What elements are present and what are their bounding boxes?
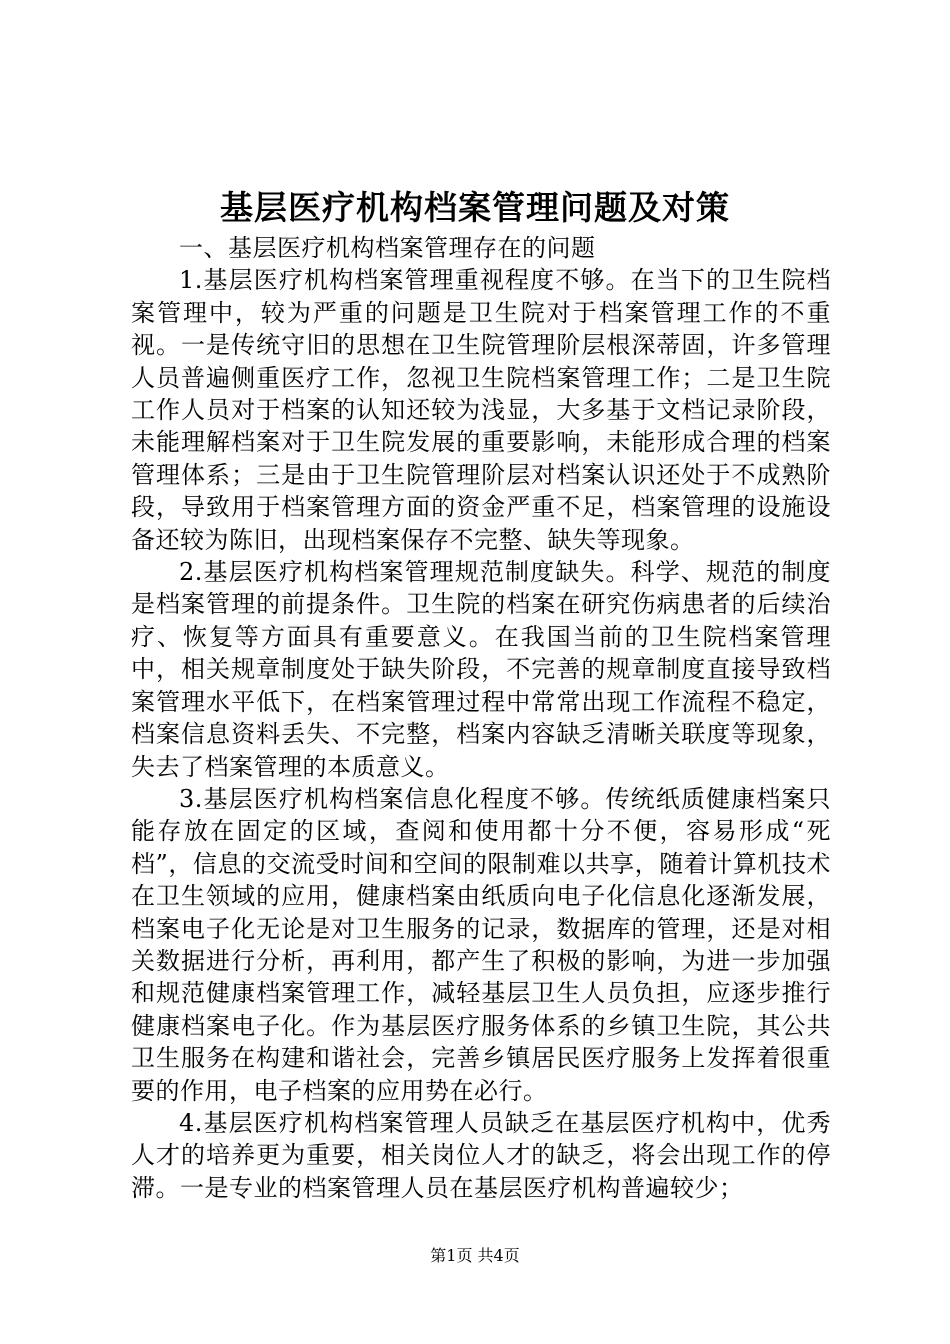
paragraph-1: 1.基层医疗机构档案管理重视程度不够。在当下的卫生院档案管理中，较为严重的问题是卫生院对于档案管理工作的不重视。一是传统守旧的思想在卫生院管理阶层根深蒂固，许多管理人员普遍侧重医疗工作，忽视卫生院档案管理工作；二是卫生院工作人员对于档案的认知还较为浅显，大多基于文档记录阶段，未能理解档案对于卫生院发展的重要影响，未能形成合理的档案管理体系；三是由于卫生院管理阶层对档案认识还处于不成熟阶段，导致用于档案管理方面的资金严重不足，档案管理的设施设备还较为陈旧，出现档案保存不完整、缺失等现象。: [131, 266, 831, 554]
document-body: [131, 232, 831, 1204]
page-footer: 第1页 共4页: [430, 1246, 520, 1265]
section-heading: 一、基层医疗机构档案管理存在的问题: [179, 234, 596, 262]
paragraph-3: 3.基层医疗机构档案信息化程度不够。传统纸质健康档案只能存放在固定的区域，查阅和使用都十分不便，容易形成“死档”，信息的交流受时间和空间的限制难以共享，随着计算机技术在卫生领域的应用，健康档案由纸质向电子化信息化逐渐发展，档案电子化无论是对卫生服务的记录，数据库的管理，还是对相关数据进行分析，再利用，都产生了积极的影响，为进一步加强和规范健康档案管理工作，减轻基层卫生人员负担，应逐步推行健康档案电子化。作为基层医疗服务体系的乡镇卫生院，其公共卫生服务在构建和谐社会，完善乡镇居民医疗服务上发挥着很重要的作用，电子档案的应用势在必行。: [131, 784, 831, 1105]
paragraph-4: 4.基层医疗机构档案管理人员缺乏在基层医疗机构中，优秀人才的培养更为重要，相关岗位人才的缺乏，将会出现工作的停滞。一是专业的档案管理人员在基层医疗机构普遍较少；: [131, 1108, 831, 1202]
paragraph-2: 2.基层医疗机构档案管理规范制度缺失。科学、规范的制度是档案管理的前提条件。卫生院的档案在研究伤病患者的后续治疗、恢复等方面具有重要意义。在我国当前的卫生院档案管理中，相关规章制度处于缺失阶段，不完善的规章制度直接导致档案管理水平低下，在档案管理过程中常常出现工作流程不稳定，档案信息资料丢失、不完整，档案内容缺乏清晰关联度等现象，失去了档案管理的本质意义。: [131, 558, 831, 781]
document-title: 基层医疗机构档案管理问题及对策: [220, 188, 730, 227]
